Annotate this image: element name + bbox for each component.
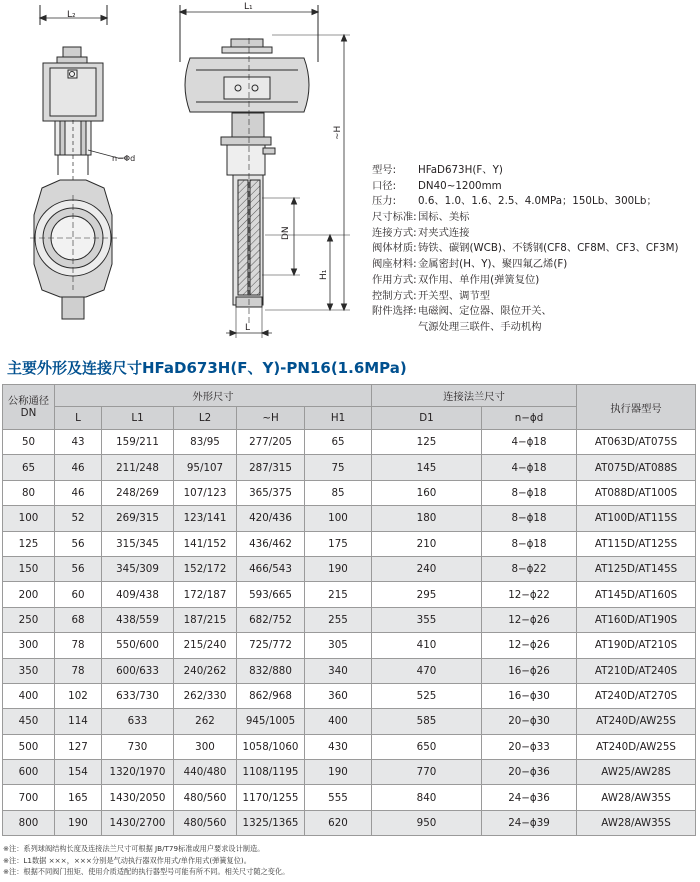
table-cell: 269/315 xyxy=(102,506,174,531)
spec-row xyxy=(372,163,698,179)
spec-row xyxy=(372,241,698,257)
table-cell: 1320/1970 xyxy=(102,760,174,785)
table-body xyxy=(3,430,696,836)
spec-row xyxy=(372,210,698,226)
table-cell: 85 xyxy=(305,480,372,505)
table-cell: 215 xyxy=(305,582,372,607)
table-cell: 107/123 xyxy=(174,480,237,505)
table-cell: 600/633 xyxy=(102,658,174,683)
header-n-phi-d: n−ϕd xyxy=(482,407,577,430)
spec-row xyxy=(372,273,698,289)
table-row xyxy=(3,506,696,531)
table-cell: 60 xyxy=(55,582,102,607)
table-cell: 46 xyxy=(55,455,102,480)
table-cell: 95/107 xyxy=(174,455,237,480)
table-cell: 470 xyxy=(372,658,482,683)
table-cell: 700 xyxy=(3,785,55,810)
spec-value: 电磁阀、定位器、限位开关、 xyxy=(418,305,552,318)
spec-row xyxy=(372,289,698,305)
table-cell: 160 xyxy=(372,480,482,505)
table-cell: AT100D/AT115S xyxy=(577,506,696,531)
spec-row xyxy=(372,304,698,320)
table-row xyxy=(3,455,696,480)
table-cell: AT075D/AT088S xyxy=(577,455,696,480)
label-h: ~H xyxy=(333,125,343,140)
table-cell: AT240D/AW25S xyxy=(577,734,696,759)
table-cell: 8−ϕ18 xyxy=(482,506,577,531)
table-cell: 12−ϕ26 xyxy=(482,633,577,658)
spec-value: 金属密封(H、Y)、聚四氟乙烯(F) xyxy=(418,258,568,271)
table-cell: 1430/2700 xyxy=(102,810,174,835)
table-cell: 141/152 xyxy=(174,531,237,556)
table-cell: 56 xyxy=(55,531,102,556)
table-cell: 730 xyxy=(102,734,174,759)
table-cell: 159/211 xyxy=(102,430,174,455)
table-cell: AW28/AW35S xyxy=(577,785,696,810)
table-cell: 1430/2050 xyxy=(102,785,174,810)
table-row xyxy=(3,785,696,810)
table-cell: 16−ϕ30 xyxy=(482,683,577,708)
spec-label: 口径: xyxy=(372,179,397,192)
table-cell: 165 xyxy=(55,785,102,810)
table-cell: 12−ϕ26 xyxy=(482,607,577,632)
table-cell: AT088D/AT100S xyxy=(577,480,696,505)
header-h1: H1 xyxy=(305,407,372,430)
table-row xyxy=(3,658,696,683)
table-cell: 436/462 xyxy=(237,531,305,556)
table-cell: 770 xyxy=(372,760,482,785)
spec-label: 尺寸标准: xyxy=(372,211,417,224)
note: ※注：根据不同阀门扭矩、使用介质适配的执行器型号可能有所不同。相关尺寸随之变化。 xyxy=(3,867,290,876)
table-cell: 125 xyxy=(3,531,55,556)
header-dn: 公称通径 DN xyxy=(3,385,55,430)
spec-value: 气源处理三联件、手动机构 xyxy=(418,320,542,333)
table-cell: 315/345 xyxy=(102,531,174,556)
table-cell: 83/95 xyxy=(174,430,237,455)
table-cell: AT125D/AT145S xyxy=(577,556,696,581)
table-cell: 633/730 xyxy=(102,683,174,708)
table-cell: 240/262 xyxy=(174,658,237,683)
table-cell: 262/330 xyxy=(174,683,237,708)
spec-value: 铸铁、碳钢(WCB)、不锈钢(CF8、CF8M、CF3、CF3M) xyxy=(418,242,679,255)
spec-label: 附件选择: xyxy=(372,305,417,318)
table-row xyxy=(3,810,696,835)
table-cell: 20−ϕ33 xyxy=(482,734,577,759)
table-cell: 400 xyxy=(3,683,55,708)
table-cell: 145 xyxy=(372,455,482,480)
table-cell: 150 xyxy=(3,556,55,581)
table-cell: 8−ϕ18 xyxy=(482,480,577,505)
table-cell: 305 xyxy=(305,633,372,658)
label-h1: H₁ xyxy=(319,269,329,280)
spec-label: 控制方式: xyxy=(372,289,417,302)
spec-label: 连接方式: xyxy=(372,226,417,239)
table-cell: 52 xyxy=(55,506,102,531)
table-cell: 175 xyxy=(305,531,372,556)
table-cell: 200 xyxy=(3,582,55,607)
table-cell: 360 xyxy=(305,683,372,708)
label-l: L xyxy=(245,323,251,333)
table-cell: 633 xyxy=(102,709,174,734)
spec-row xyxy=(372,179,698,195)
table-cell: 8−ϕ18 xyxy=(482,531,577,556)
table-cell: 152/172 xyxy=(174,556,237,581)
spec-list xyxy=(372,163,698,336)
table-cell: 102 xyxy=(55,683,102,708)
table-cell: 410 xyxy=(372,633,482,658)
table-cell: 172/187 xyxy=(174,582,237,607)
table-cell: 187/215 xyxy=(174,607,237,632)
table-cell: 75 xyxy=(305,455,372,480)
table-cell: 500 xyxy=(3,734,55,759)
table-cell: 525 xyxy=(372,683,482,708)
table-cell: 250 xyxy=(3,607,55,632)
table-cell: 600 xyxy=(3,760,55,785)
table-cell: AW28/AW35S xyxy=(577,810,696,835)
table-cell: 4−ϕ18 xyxy=(482,430,577,455)
table-cell: 340 xyxy=(305,658,372,683)
table-cell: 650 xyxy=(372,734,482,759)
header-d1: D1 xyxy=(372,407,482,430)
label-dn: DN xyxy=(281,226,291,240)
table-cell: 211/248 xyxy=(102,455,174,480)
spec-label: 型号: xyxy=(372,164,397,176)
spec-value: 对夹式连接 xyxy=(418,226,470,239)
table-cell: 800 xyxy=(3,810,55,835)
spec-label: 阀体材质: xyxy=(372,242,417,255)
table-cell: 65 xyxy=(305,430,372,455)
table-cell: 466/543 xyxy=(237,556,305,581)
table-cell: 420/436 xyxy=(237,506,305,531)
table-cell: 585 xyxy=(372,709,482,734)
table-cell: 127 xyxy=(55,734,102,759)
table-cell: AT210D/AT240S xyxy=(577,658,696,683)
table-cell: 65 xyxy=(3,455,55,480)
table-row xyxy=(3,760,696,785)
spec-row xyxy=(372,257,698,273)
table-cell: 430 xyxy=(305,734,372,759)
table-cell: 1108/1195 xyxy=(237,760,305,785)
table-cell: 20−ϕ36 xyxy=(482,760,577,785)
spec-value: 国标、美标 xyxy=(418,211,470,224)
table-cell: AW25/AW28S xyxy=(577,760,696,785)
table-cell: 300 xyxy=(3,633,55,658)
table-cell: AT115D/AT125S xyxy=(577,531,696,556)
table-cell: 400 xyxy=(305,709,372,734)
table-cell: 190 xyxy=(305,556,372,581)
table-row xyxy=(3,607,696,632)
table-cell: 68 xyxy=(55,607,102,632)
table-row xyxy=(3,430,696,455)
table-cell: 100 xyxy=(3,506,55,531)
table-cell: 440/480 xyxy=(174,760,237,785)
table-cell: 1170/1255 xyxy=(237,785,305,810)
table-cell: 100 xyxy=(305,506,372,531)
table-cell: 1058/1060 xyxy=(237,734,305,759)
table-cell: 345/309 xyxy=(102,556,174,581)
table-cell: 277/205 xyxy=(237,430,305,455)
table-cell: 123/141 xyxy=(174,506,237,531)
table-cell: 248/269 xyxy=(102,480,174,505)
spec-row xyxy=(372,320,698,336)
header-l1: L1 xyxy=(102,407,174,430)
table-cell: 365/375 xyxy=(237,480,305,505)
table-cell: 12−ϕ22 xyxy=(482,582,577,607)
table-cell: 16−ϕ26 xyxy=(482,658,577,683)
spec-value: 双作用、单作用(弹簧复位) xyxy=(418,273,540,286)
table-row xyxy=(3,531,696,556)
table-cell: 295 xyxy=(372,582,482,607)
spec-row xyxy=(372,226,698,242)
table-cell: 682/752 xyxy=(237,607,305,632)
table-row xyxy=(3,633,696,658)
note: ※注：系列球阀结构长度及连接法兰尺寸可根据 JB/T79标准或用户要求设计制造。 xyxy=(3,844,265,853)
table-cell: AT160D/AT190S xyxy=(577,607,696,632)
header-l2: L2 xyxy=(174,407,237,430)
table-cell: 50 xyxy=(3,430,55,455)
table-cell: 550/600 xyxy=(102,633,174,658)
table-cell: 480/560 xyxy=(174,785,237,810)
table-row xyxy=(3,582,696,607)
table-cell: 56 xyxy=(55,556,102,581)
table-row xyxy=(3,709,696,734)
table-cell: 945/1005 xyxy=(237,709,305,734)
table-cell: 287/315 xyxy=(237,455,305,480)
side-view-drawing xyxy=(180,5,350,338)
table-cell: 480/560 xyxy=(174,810,237,835)
label-l1: L₁ xyxy=(244,2,253,12)
table-cell: 240 xyxy=(372,556,482,581)
table-cell: 409/438 xyxy=(102,582,174,607)
table-cell: 114 xyxy=(55,709,102,734)
table-cell: 255 xyxy=(305,607,372,632)
spec-label: 压力: xyxy=(372,195,397,208)
table-cell: 355 xyxy=(372,607,482,632)
header-h: ~H xyxy=(237,407,305,430)
table-cell: 24−ϕ36 xyxy=(482,785,577,810)
table-cell: 840 xyxy=(372,785,482,810)
table-cell: 78 xyxy=(55,658,102,683)
label-l2: L₂ xyxy=(67,10,76,20)
table-cell: 950 xyxy=(372,810,482,835)
table-cell: AT240D/AW25S xyxy=(577,709,696,734)
table-cell: 190 xyxy=(55,810,102,835)
table-cell: 78 xyxy=(55,633,102,658)
table-cell: 620 xyxy=(305,810,372,835)
table-cell: 593/665 xyxy=(237,582,305,607)
table-cell: 154 xyxy=(55,760,102,785)
table-cell: 210 xyxy=(372,531,482,556)
table-cell: 725/772 xyxy=(237,633,305,658)
table-cell: 350 xyxy=(3,658,55,683)
header-l: L xyxy=(55,407,102,430)
table-cell: AT145D/AT160S xyxy=(577,582,696,607)
table-cell: 80 xyxy=(3,480,55,505)
table-cell: 262 xyxy=(174,709,237,734)
table-cell: 8−ϕ22 xyxy=(482,556,577,581)
table-cell: 125 xyxy=(372,430,482,455)
spec-label: 作用方式: xyxy=(372,273,417,286)
header-actuator: 执行器型号 xyxy=(577,385,696,430)
table-cell: 300 xyxy=(174,734,237,759)
section-title: 主要外形及连接尺寸HFaD673H(F、Y)-PN16(1.6MPa) xyxy=(7,359,407,377)
table-row xyxy=(3,480,696,505)
table-row xyxy=(3,734,696,759)
label-n-phi-d: n−Φd xyxy=(112,154,136,163)
table-cell: 46 xyxy=(55,480,102,505)
table-cell: 862/968 xyxy=(237,683,305,708)
spec-value: HFaD673H(F、Y) xyxy=(418,164,503,176)
table-cell: 832/880 xyxy=(237,658,305,683)
header-flange: 连接法兰尺寸 xyxy=(372,385,577,407)
table-cell: 43 xyxy=(55,430,102,455)
table-cell: 4−ϕ18 xyxy=(482,455,577,480)
table-cell: 20−ϕ30 xyxy=(482,709,577,734)
table-cell: AT190D/AT210S xyxy=(577,633,696,658)
table-cell: 1325/1365 xyxy=(237,810,305,835)
table-cell: 215/240 xyxy=(174,633,237,658)
spec-row xyxy=(372,194,698,210)
spec-value: 开关型、调节型 xyxy=(418,289,491,302)
spec-label: 阀座材料: xyxy=(372,258,417,271)
table-cell: AT240D/AT270S xyxy=(577,683,696,708)
spec-value: 0.6、1.0、1.6、2.5、4.0MPa；150Lb、300Lb； xyxy=(418,195,657,208)
spec-value: DN40~1200mm xyxy=(418,179,502,192)
table-cell: 555 xyxy=(305,785,372,810)
note: ※注：L1数据 ×××，×××分别是气动执行器双作用式/单作用式(弹簧复位)。 xyxy=(3,855,251,865)
table-cell: 180 xyxy=(372,506,482,531)
notes xyxy=(3,843,289,878)
header-outline: 外形尺寸 xyxy=(55,385,372,407)
table-cell: 438/559 xyxy=(102,607,174,632)
table-cell: 24−ϕ39 xyxy=(482,810,577,835)
table-cell: 190 xyxy=(305,760,372,785)
table-cell: AT063D/AT075S xyxy=(577,430,696,455)
table-cell: 450 xyxy=(3,709,55,734)
table-row xyxy=(3,683,696,708)
dimension-table xyxy=(2,384,696,836)
table-row xyxy=(3,556,696,581)
